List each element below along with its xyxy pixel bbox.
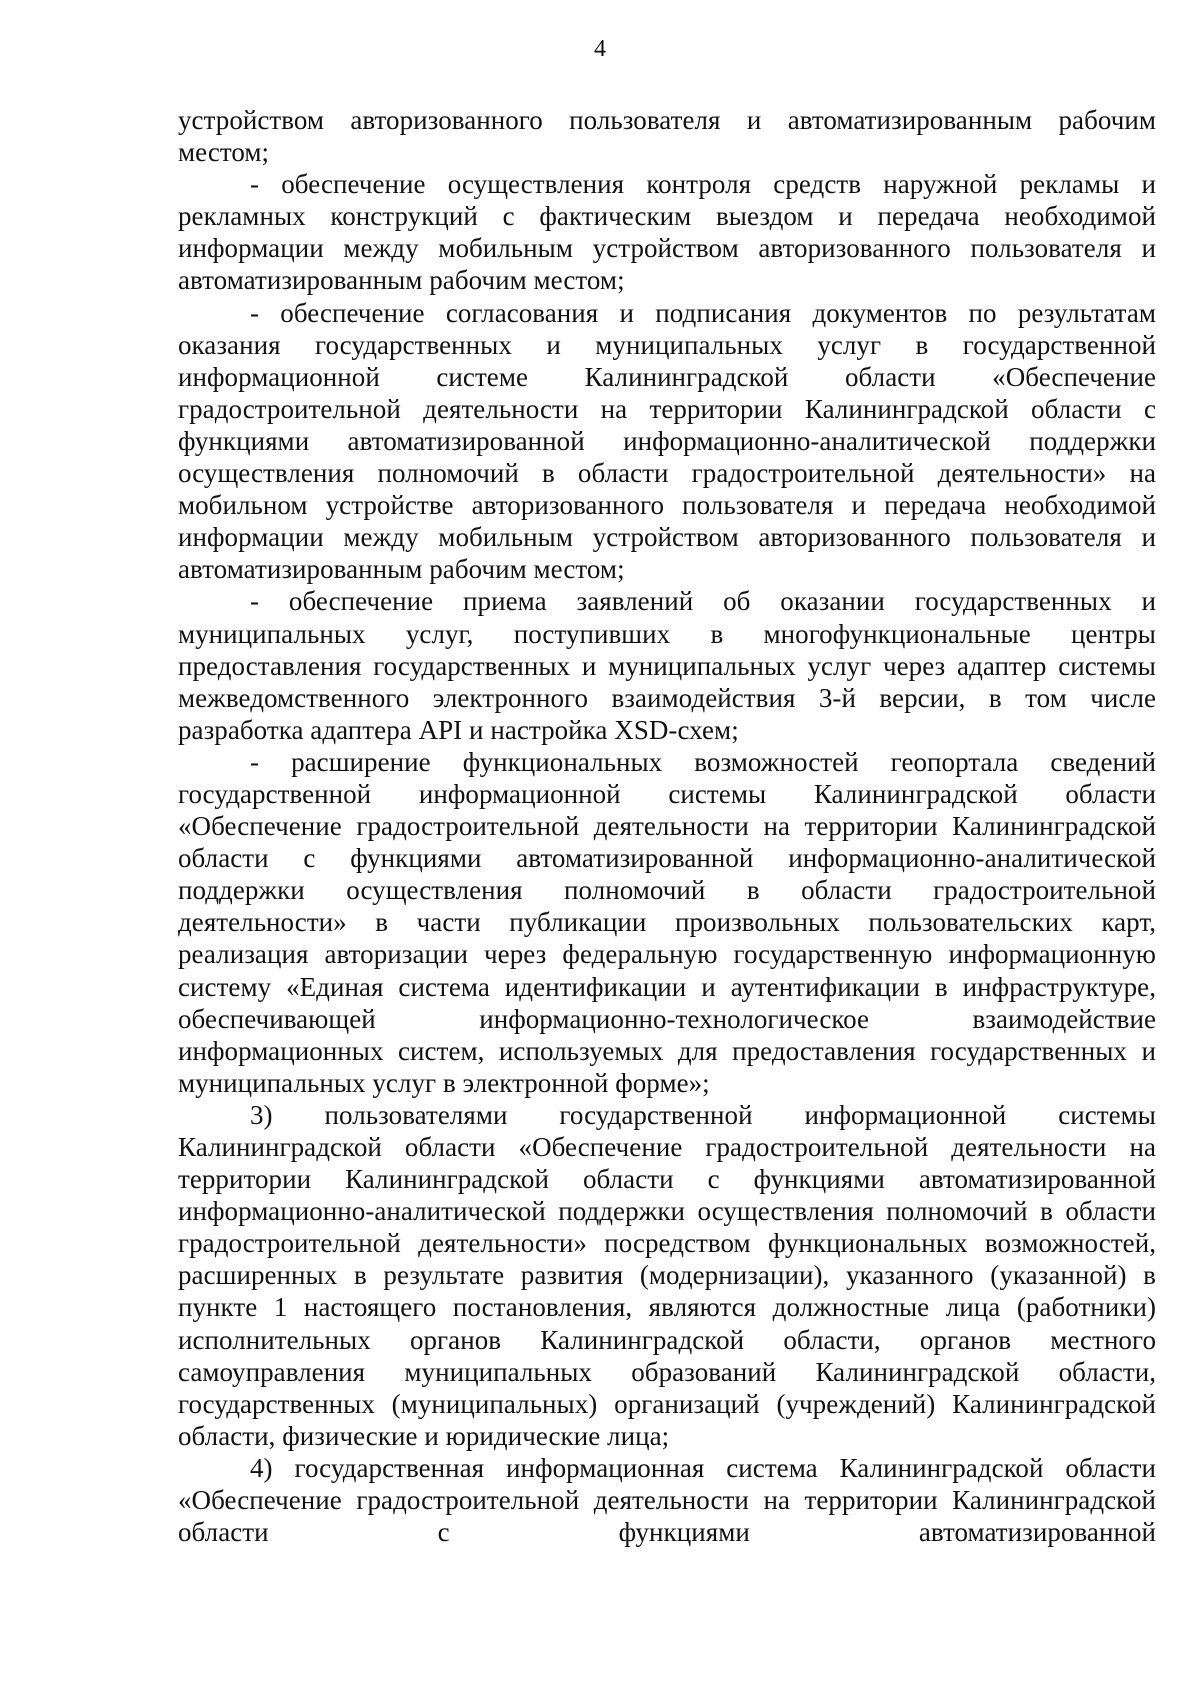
paragraph-continuation: устройством авторизованного пользователя и автоматизированным рабочим местом; bbox=[178, 105, 1156, 168]
document-body bbox=[178, 104, 1156, 1548]
page-number: 4 bbox=[594, 36, 606, 62]
paragraph-document-approval: - обеспечение согласования и подписания документов по результатам оказания государственных и муниципальных услуг в государственной информационной системе Калининградской области «Обеспечение градостроительной деятельности на территории Калининградской области с функциями автоматизированной информационно-аналитической поддержки осуществления полномочий в области градостроительной деятельности» на мобильном устройстве авторизованного пользователя и передача необходимой информации между мобильным устройством авторизованного пользователя и автоматизированным рабочим местом; bbox=[178, 297, 1156, 585]
paragraph-applications-reception: - обеспечение приема заявлений об оказании государственных и муниципальных услуг, поступивших в многофункциональные центры предоставления государственных и муниципальных услуг через адаптер системы межведомственного электронного взаимодействия 3-й версии, в том числе разработка адаптера API и настройка XSD-схем; bbox=[178, 586, 1156, 745]
paragraph-geoportal-expansion: - расширение функциональных возможностей геопортала сведений государственной информационной системы Калининградской области «Обеспечение градостроительной деятельности на территории Калининградской области с функциями автоматизированной информационно-аналитической поддержки осуществления полномочий в области градостроительной деятельности» в части публикации произвольных пользовательских карт, реализация авторизации через федеральную государственную информационную систему «Единая система идентификации и аутентификации в инфраструктуре, обеспечивающей информационно-технологическое взаимодействие информационных систем, используемых для предоставления государственных и муниципальных услуг в электронной форме»; bbox=[178, 746, 1156, 1098]
paragraph-users: 3) пользователями государственной информационной системы Калининградской области «Обеспечение градостроительной деятельности на территории Калининградской области с функциями автоматизированной информационно-аналитической поддержки осуществления полномочий в области градостроительной деятельности» посредством функциональных возможностей, расширенных в результате развития (модернизации), указанного (указанной) в пункте 1 настоящего постановления, являются должностные лица (работники) исполнительных органов Калининградской области, органов местного самоуправления муниципальных образований Калининградской области, государственных (муниципальных) организаций (учреждений) Калининградской области, физические и юридические лица; bbox=[178, 1099, 1156, 1451]
paragraph-ad-control: - обеспечение осуществления контроля средств наружной рекламы и рекламных конструкций с фактическим выездом и передача необходимой информации между мобильным устройством авторизованного пользователя и автоматизированным рабочим местом; bbox=[178, 169, 1156, 296]
paragraph-system-definition: 4) государственная информационная система Калининградской области «Обеспечение градостроительной деятельности на территории Калининградской области с функциями автоматизированной bbox=[178, 1452, 1156, 1548]
